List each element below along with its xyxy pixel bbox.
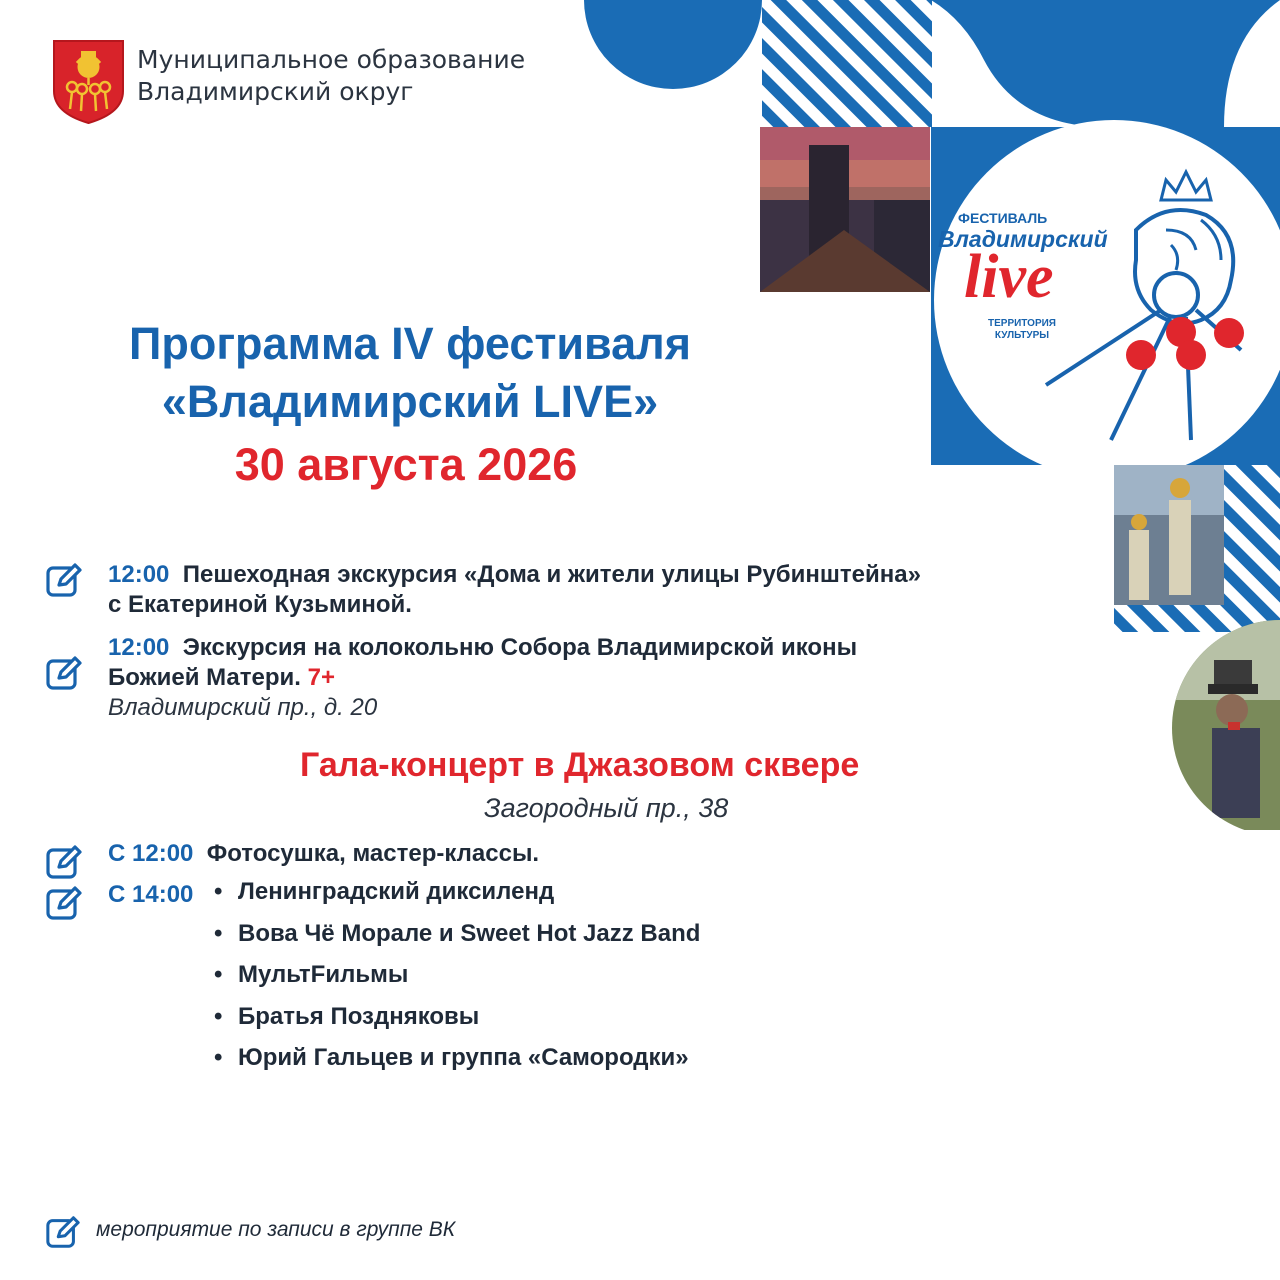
event-item <box>108 633 857 723</box>
program-title-line-1: Программа IV фестиваля <box>129 318 691 369</box>
gala-item <box>108 839 539 869</box>
event-title-cont: Божией Матери. <box>108 664 301 691</box>
registration-note: мероприятие по записи в группе ВК <box>96 1218 456 1241</box>
org-line-2: Владимирский округ <box>137 77 414 106</box>
band-list-item: • МультFильмы <box>214 961 408 989</box>
band-list-item: • Ленинградский диксиленд <box>214 878 554 906</box>
logo-name: Владимирский <box>938 226 1108 252</box>
program-title-line-2: «Владимирский LIVE» <box>161 376 659 427</box>
gala-address: Загородный пр., 38 <box>484 793 729 823</box>
event-title: Экскурсия на колокольню Собора Владимирской иконы <box>182 634 858 661</box>
event-address: Владимирский пр., д. 20 <box>108 694 378 721</box>
festival-logo <box>936 160 1276 460</box>
org-line-1: Муниципальное образование <box>137 45 526 74</box>
lion-keys-icon <box>1016 160 1256 460</box>
edit-icon <box>45 654 83 692</box>
street-photo <box>760 127 930 292</box>
statue-photo <box>1172 620 1280 830</box>
edit-icon <box>45 561 83 599</box>
organization-name <box>137 44 525 108</box>
event-time: 12:00 <box>108 634 170 661</box>
age-rating-badge: 7+ <box>307 664 335 691</box>
edit-icon <box>45 884 83 922</box>
gala-item <box>108 880 193 910</box>
coat-of-arms-icon <box>52 39 125 125</box>
event-date: 30 августа 2026 <box>234 439 578 490</box>
logo-live: live <box>964 243 1054 311</box>
band-list-item: • Вова Чё Морале и Sweet Hot Jazz Band <box>214 920 700 948</box>
edit-icon <box>45 843 83 881</box>
gala-time: С 14:00 <box>108 881 194 908</box>
cathedral-photo <box>1114 465 1280 632</box>
gala-title: Гала-концерт в Джазовом сквере <box>300 746 860 784</box>
logo-tagline-2: КУЛЬТУРЫ <box>994 330 1050 341</box>
event-title: Пешеходная экскурсия «Дома и жители улицы Рубинштейна» <box>182 561 921 588</box>
gala-time: С 12:00 <box>108 840 194 867</box>
event-time: 12:00 <box>108 561 170 588</box>
edit-icon <box>45 1214 81 1250</box>
gala-activity: Фотосушка, мастер-классы. <box>206 840 540 867</box>
logo-festival-label: ФЕСТИВАЛЬ <box>958 210 1048 226</box>
event-item <box>108 560 921 620</box>
band-list-item: • Юрий Гальцев и группа «Самородки» <box>214 1044 689 1072</box>
band-list-item: • Братья Поздняковы <box>214 1003 479 1031</box>
logo-tagline-1: ТЕРРИТОРИЯ <box>988 318 1056 329</box>
event-title-cont: с Екатериной Кузьминой. <box>108 591 412 618</box>
